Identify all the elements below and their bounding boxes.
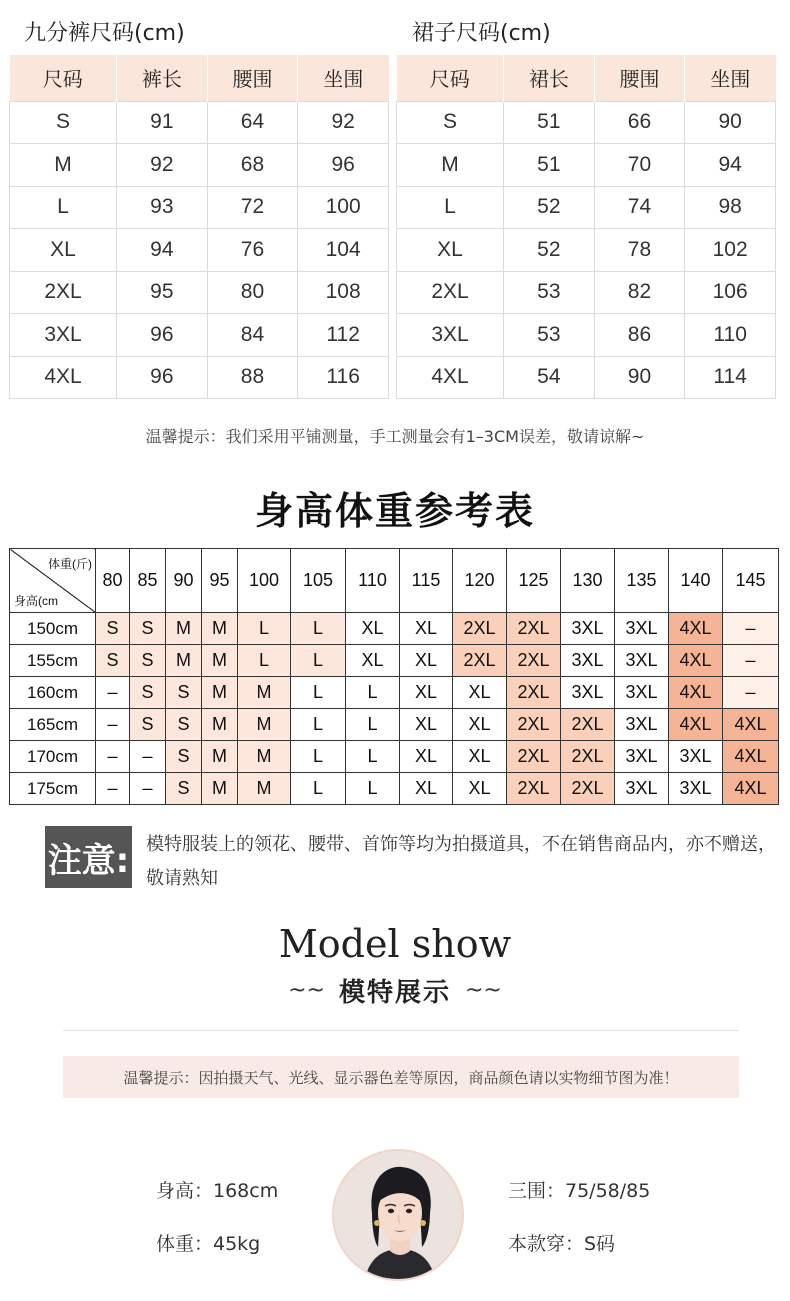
- table-header: 裤长: [117, 55, 208, 101]
- table-cell: 96: [298, 144, 389, 187]
- notice-label: 注意:: [45, 826, 132, 888]
- table-cell: 3XL: [10, 314, 117, 357]
- size-cell: 4XL: [669, 645, 723, 677]
- table-row: [10, 677, 779, 709]
- size-cell: XL: [400, 613, 453, 645]
- table-cell: L: [397, 186, 504, 229]
- table-cell: 88: [207, 356, 298, 399]
- table-cell: 52: [504, 186, 595, 229]
- table-cell: 78: [594, 229, 685, 272]
- size-cell: M: [202, 773, 238, 805]
- height-axis-label: 身高(cm: [14, 594, 58, 608]
- size-cell: M: [202, 645, 238, 677]
- weight-header-cell: 115: [400, 549, 453, 613]
- table-cell: 102: [685, 229, 776, 272]
- size-cell: –: [130, 741, 166, 773]
- height-weight-table: [9, 548, 779, 805]
- tilde-left-decoration: ~~: [288, 978, 325, 1003]
- weight-header-cell: 130: [561, 549, 615, 613]
- table-row: [10, 356, 389, 399]
- size-cell: 4XL: [669, 709, 723, 741]
- size-cell: –: [96, 773, 130, 805]
- size-cell: 3XL: [615, 613, 669, 645]
- table-cell: S: [397, 101, 504, 144]
- size-cell: S: [130, 613, 166, 645]
- size-cell: –: [130, 773, 166, 805]
- weight-header-cell: 80: [96, 549, 130, 613]
- table-row: [397, 229, 776, 272]
- table-cell: 108: [298, 271, 389, 314]
- table-row: [397, 186, 776, 229]
- table-row: [397, 314, 776, 357]
- table-cell: 72: [207, 186, 298, 229]
- table-cell: XL: [397, 229, 504, 272]
- size-cell: L: [291, 645, 346, 677]
- size-cell: XL: [400, 709, 453, 741]
- model-show-subtitle-row: [0, 972, 790, 1009]
- table-row: [397, 356, 776, 399]
- table-header: 腰围: [594, 55, 685, 101]
- size-cell: S: [130, 645, 166, 677]
- table-cell: 96: [117, 356, 208, 399]
- divider: [63, 1030, 739, 1031]
- size-cell: 3XL: [669, 773, 723, 805]
- table-cell: 4XL: [397, 356, 504, 399]
- table-cell: 4XL: [10, 356, 117, 399]
- table-cell: 94: [685, 144, 776, 187]
- size-cell: 2XL: [561, 741, 615, 773]
- weight-header-cell: 100: [238, 549, 291, 613]
- table-header: 腰围: [207, 55, 298, 101]
- weight-header-cell: 110: [346, 549, 400, 613]
- table-row: [10, 229, 389, 272]
- weight-header-cell: 140: [669, 549, 723, 613]
- size-cell: 3XL: [561, 613, 615, 645]
- size-cell: XL: [346, 613, 400, 645]
- weight-header-cell: 105: [291, 549, 346, 613]
- table-cell: 91: [117, 101, 208, 144]
- skirt-table-title: 裙子尺码(cm): [412, 21, 551, 46]
- size-cell: XL: [400, 677, 453, 709]
- size-cell: 4XL: [669, 613, 723, 645]
- size-cell: M: [202, 741, 238, 773]
- weight-header-cell: 95: [202, 549, 238, 613]
- height-header-cell: 165cm: [10, 709, 96, 741]
- size-cell: 4XL: [723, 709, 779, 741]
- table-cell: 95: [117, 271, 208, 314]
- table-cell: 112: [298, 314, 389, 357]
- size-cell: 4XL: [723, 773, 779, 805]
- size-cell: M: [202, 613, 238, 645]
- size-cell: M: [202, 709, 238, 741]
- size-cell: 3XL: [615, 773, 669, 805]
- size-cell: S: [130, 677, 166, 709]
- size-cell: XL: [453, 709, 507, 741]
- size-cell: L: [346, 741, 400, 773]
- size-cell: 3XL: [615, 709, 669, 741]
- size-cell: S: [96, 645, 130, 677]
- height-header-cell: 155cm: [10, 645, 96, 677]
- table-row: [10, 709, 779, 741]
- size-cell: XL: [453, 741, 507, 773]
- size-cell: XL: [346, 645, 400, 677]
- table-cell: 94: [117, 229, 208, 272]
- table-header: 尺码: [10, 55, 117, 101]
- size-cell: 4XL: [669, 677, 723, 709]
- table-cell: 90: [594, 356, 685, 399]
- size-cell: XL: [400, 773, 453, 805]
- model-wears-size: 本款穿：S码: [508, 1233, 616, 1255]
- size-cell: –: [96, 741, 130, 773]
- table-cell: 66: [594, 101, 685, 144]
- size-cell: L: [291, 613, 346, 645]
- size-cell: 2XL: [507, 677, 561, 709]
- table-cell: 92: [298, 101, 389, 144]
- size-cell: S: [166, 741, 202, 773]
- table-cell: 68: [207, 144, 298, 187]
- measure-tip: 温馨提示：我们采用平铺测量，手工测量会有1–3CM误差，敬请谅解~: [145, 427, 645, 446]
- table-cell: 116: [298, 356, 389, 399]
- table-cell: 98: [685, 186, 776, 229]
- table-header: 坐围: [298, 55, 389, 101]
- table-cell: 84: [207, 314, 298, 357]
- table-row: [10, 741, 779, 773]
- size-cell: 3XL: [615, 677, 669, 709]
- table-cell: 86: [594, 314, 685, 357]
- table-cell: 2XL: [10, 271, 117, 314]
- size-cell: 2XL: [453, 645, 507, 677]
- pants-table-title: 九分裤尺码(cm): [24, 21, 185, 46]
- table-cell: 64: [207, 101, 298, 144]
- size-cell: 2XL: [507, 709, 561, 741]
- table-row: [397, 144, 776, 187]
- table-cell: 3XL: [397, 314, 504, 357]
- table-cell: 52: [504, 229, 595, 272]
- table-cell: 104: [298, 229, 389, 272]
- table-cell: 70: [594, 144, 685, 187]
- size-cell: L: [346, 709, 400, 741]
- size-cell: M: [202, 677, 238, 709]
- weight-axis-label: 体重(斤): [48, 557, 92, 571]
- table-cell: 110: [685, 314, 776, 357]
- model-avatar: [332, 1149, 464, 1281]
- size-cell: M: [238, 741, 291, 773]
- size-cell: M: [166, 645, 202, 677]
- table-header: 尺码: [397, 55, 504, 101]
- weight-header-cell: 120: [453, 549, 507, 613]
- model-height: 身高：168cm: [156, 1180, 279, 1202]
- height-header-cell: 160cm: [10, 677, 96, 709]
- size-cell: XL: [400, 645, 453, 677]
- size-cell: 2XL: [507, 741, 561, 773]
- size-cell: S: [96, 613, 130, 645]
- model-show-title: Model show: [278, 922, 512, 966]
- table-cell: M: [10, 144, 117, 187]
- color-tip: 温馨提示：因拍摄天气、光线、显示器色差等原因，商品颜色请以实物细节图为准！: [63, 1056, 739, 1098]
- table-cell: 114: [685, 356, 776, 399]
- size-cell: 4XL: [723, 741, 779, 773]
- size-cell: M: [238, 677, 291, 709]
- size-cell: L: [291, 741, 346, 773]
- model-show-subtitle: 模特展示: [338, 978, 451, 1008]
- size-cell: M: [238, 773, 291, 805]
- size-cell: –: [96, 677, 130, 709]
- model-weight: 体重：45kg: [156, 1233, 261, 1255]
- size-cell: 2XL: [507, 645, 561, 677]
- size-cell: 3XL: [561, 645, 615, 677]
- size-cell: L: [238, 613, 291, 645]
- table-cell: 51: [504, 101, 595, 144]
- table-cell: 93: [117, 186, 208, 229]
- weight-header-cell: 135: [615, 549, 669, 613]
- table-cell: L: [10, 186, 117, 229]
- table-row: [10, 144, 389, 187]
- size-cell: L: [291, 677, 346, 709]
- table-row: [10, 186, 389, 229]
- table-cell: 80: [207, 271, 298, 314]
- size-cell: 3XL: [615, 741, 669, 773]
- size-cell: –: [723, 677, 779, 709]
- size-cell: 2XL: [453, 613, 507, 645]
- tilde-right-decoration: ~~: [465, 978, 502, 1003]
- size-cell: 3XL: [615, 645, 669, 677]
- table-row: [10, 101, 389, 144]
- model-measurements: 三围：75/58/85: [508, 1180, 651, 1202]
- table-cell: 2XL: [397, 271, 504, 314]
- table-cell: 96: [117, 314, 208, 357]
- size-cell: S: [166, 773, 202, 805]
- size-cell: –: [723, 645, 779, 677]
- table-cell: 54: [504, 356, 595, 399]
- weight-header-cell: 85: [130, 549, 166, 613]
- table-cell: 82: [594, 271, 685, 314]
- table-cell: M: [397, 144, 504, 187]
- weight-header-cell: 145: [723, 549, 779, 613]
- table-row: [10, 773, 779, 805]
- table-cell: 51: [504, 144, 595, 187]
- size-cell: M: [238, 709, 291, 741]
- size-cell: –: [723, 613, 779, 645]
- size-cell: L: [346, 773, 400, 805]
- size-cell: S: [166, 677, 202, 709]
- table-cell: XL: [10, 229, 117, 272]
- size-cell: L: [346, 677, 400, 709]
- weight-header-cell: 125: [507, 549, 561, 613]
- table-cell: 53: [504, 271, 595, 314]
- table-row: [10, 314, 389, 357]
- height-header-cell: 150cm: [10, 613, 96, 645]
- reference-title: 身高体重参考表: [254, 489, 535, 533]
- height-header-cell: 170cm: [10, 741, 96, 773]
- table-cell: 106: [685, 271, 776, 314]
- diagonal-header-cell: [10, 549, 96, 613]
- table-cell: 100: [298, 186, 389, 229]
- size-cell: 3XL: [561, 677, 615, 709]
- size-cell: L: [291, 709, 346, 741]
- size-cell: S: [130, 709, 166, 741]
- notice-text: 模特服装上的领花、腰带、首饰等均为拍摄道具，不在销售商品内，亦不赠送，敬请熟知: [146, 834, 776, 889]
- table-cell: 76: [207, 229, 298, 272]
- table-cell: 90: [685, 101, 776, 144]
- size-cell: S: [166, 709, 202, 741]
- table-cell: S: [10, 101, 117, 144]
- table-row: [10, 271, 389, 314]
- size-cell: –: [96, 709, 130, 741]
- table-row: [10, 645, 779, 677]
- weight-header-cell: 90: [166, 549, 202, 613]
- size-cell: 2XL: [507, 773, 561, 805]
- size-cell: L: [291, 773, 346, 805]
- table-row: [10, 613, 779, 645]
- table-cell: 92: [117, 144, 208, 187]
- table-cell: 74: [594, 186, 685, 229]
- size-cell: L: [238, 645, 291, 677]
- table-header: 坐围: [685, 55, 776, 101]
- skirt-size-table: [396, 55, 776, 399]
- table-row: [397, 101, 776, 144]
- size-cell: M: [166, 613, 202, 645]
- size-cell: XL: [400, 741, 453, 773]
- size-cell: 3XL: [669, 741, 723, 773]
- height-header-cell: 175cm: [10, 773, 96, 805]
- size-cell: 2XL: [561, 773, 615, 805]
- table-header: 裙长: [504, 55, 595, 101]
- size-cell: 2XL: [561, 709, 615, 741]
- table-row: [397, 271, 776, 314]
- size-cell: XL: [453, 773, 507, 805]
- pants-size-table: [9, 55, 389, 399]
- size-cell: XL: [453, 677, 507, 709]
- size-cell: 2XL: [507, 613, 561, 645]
- table-cell: 53: [504, 314, 595, 357]
